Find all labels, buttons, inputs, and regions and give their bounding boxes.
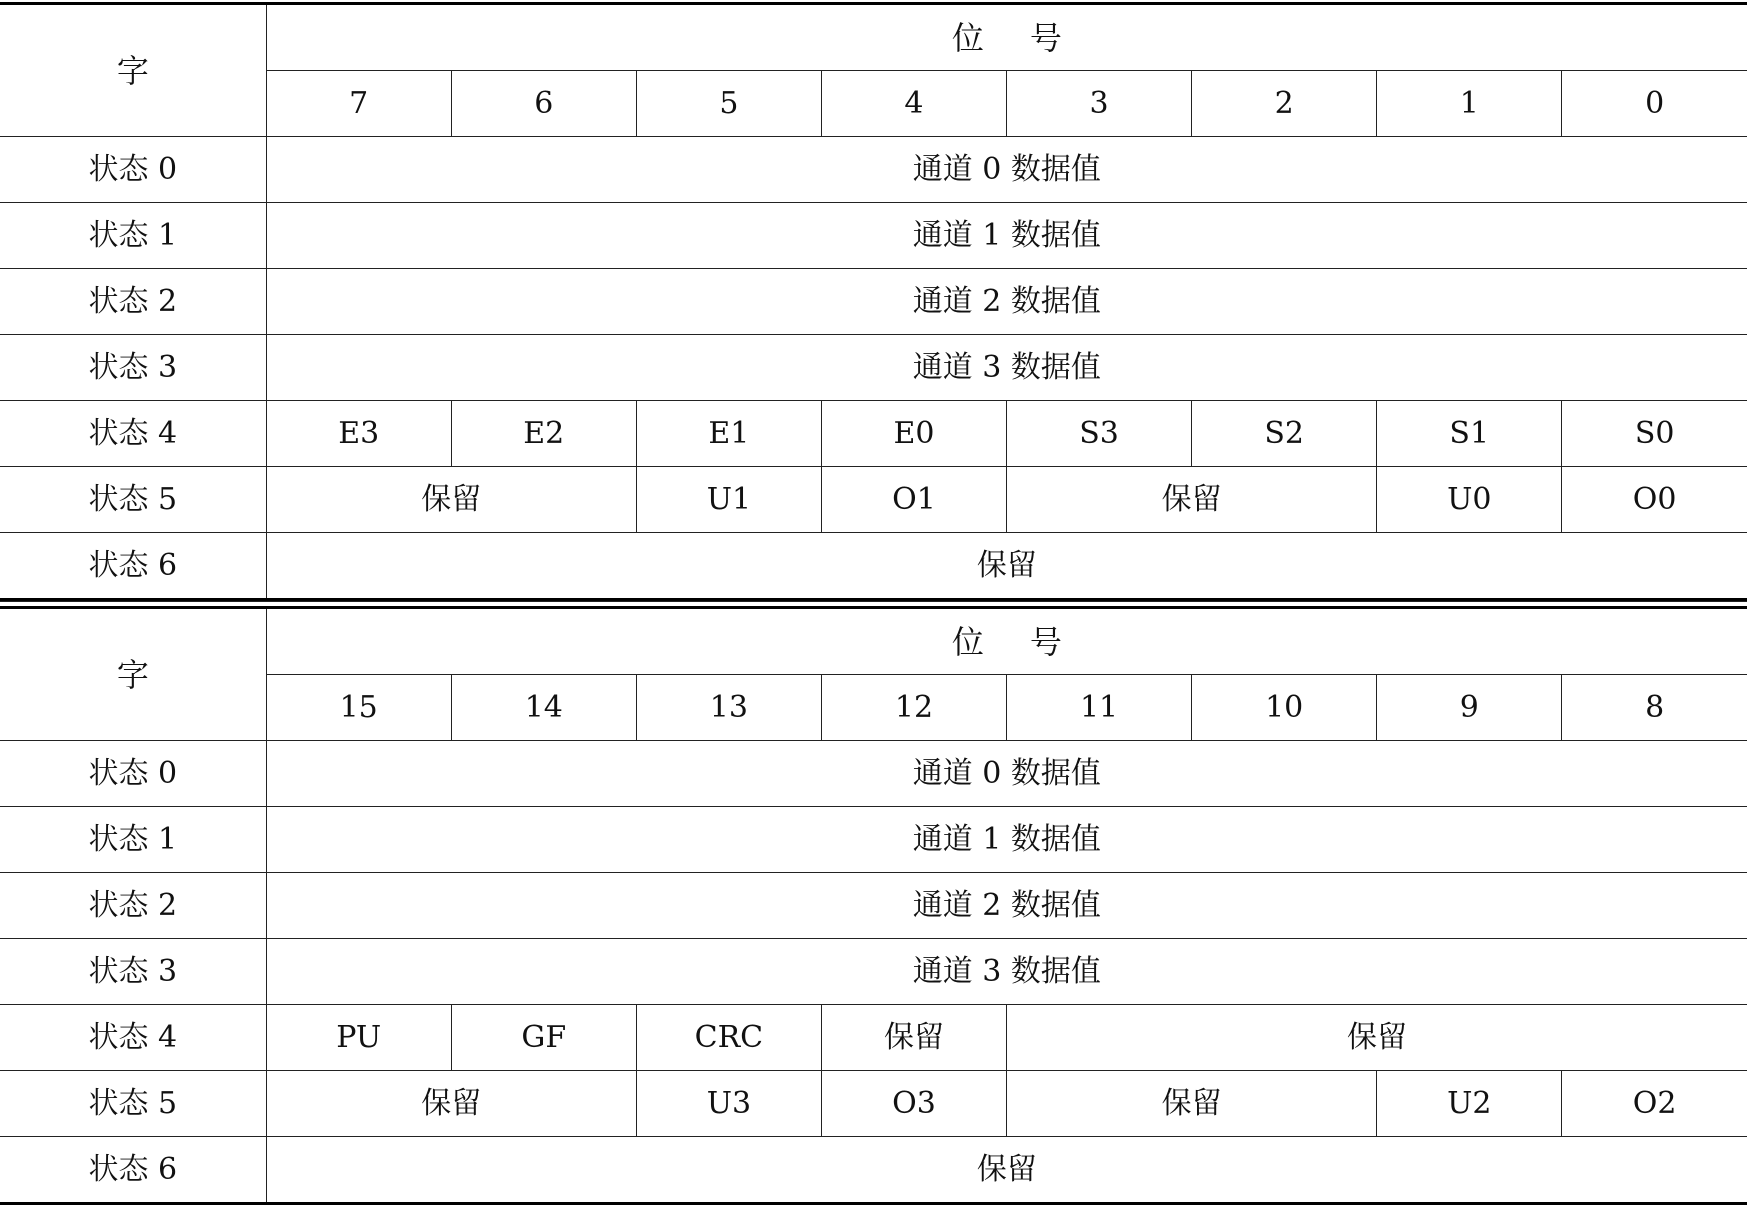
bit-field-cell: S0 bbox=[1562, 401, 1747, 467]
status-row bbox=[0, 269, 1747, 335]
bit-field-cell: E2 bbox=[451, 401, 636, 467]
bit-number-cell: 3 bbox=[1007, 71, 1192, 137]
bit-field-cell: E1 bbox=[636, 401, 821, 467]
status-label: 状态 2 bbox=[0, 269, 266, 335]
bit-field-cell: 保留 bbox=[266, 1137, 1747, 1204]
bit-field-cell: 保留 bbox=[266, 1071, 636, 1137]
bit-field-cell: PU bbox=[266, 1005, 451, 1071]
bit-field-cell: 保留 bbox=[266, 467, 636, 533]
bit-field-cell: CRC bbox=[636, 1005, 821, 1071]
bit-field-cell: 通道 2 数据值 bbox=[266, 269, 1747, 335]
bit-field-cell: 保留 bbox=[821, 1005, 1006, 1071]
status-label: 状态 4 bbox=[0, 1005, 266, 1071]
status-label: 状态 6 bbox=[0, 1137, 266, 1204]
status-row bbox=[0, 401, 1747, 467]
bit-number-cell: 5 bbox=[636, 71, 821, 137]
bit-number-cell: 0 bbox=[1562, 71, 1747, 137]
status-row bbox=[0, 1137, 1747, 1204]
status-row bbox=[0, 873, 1747, 939]
status-label: 状态 6 bbox=[0, 533, 266, 600]
bit-field-cell: 通道 0 数据值 bbox=[266, 137, 1747, 203]
status-row bbox=[0, 533, 1747, 600]
bit-field-cell: 通道 0 数据值 bbox=[266, 741, 1747, 807]
status-label: 状态 3 bbox=[0, 335, 266, 401]
position-header: 位号 bbox=[266, 4, 1747, 71]
tables-root bbox=[0, 2, 1747, 1205]
bit-number-cell: 2 bbox=[1192, 71, 1377, 137]
status-label: 状态 0 bbox=[0, 137, 266, 203]
bit-field-cell: U2 bbox=[1377, 1071, 1562, 1137]
bit-field-cell: 通道 3 数据值 bbox=[266, 939, 1747, 1005]
bit-field-cell: 通道 1 数据值 bbox=[266, 203, 1747, 269]
bit-number-cell: 7 bbox=[266, 71, 451, 137]
status-row bbox=[0, 137, 1747, 203]
status-label: 状态 5 bbox=[0, 467, 266, 533]
header-row bbox=[0, 608, 1747, 675]
bit-number-cell: 14 bbox=[451, 675, 636, 741]
bit-number-cell: 4 bbox=[821, 71, 1006, 137]
status-label: 状态 1 bbox=[0, 807, 266, 873]
status-row bbox=[0, 1005, 1747, 1071]
status-row bbox=[0, 467, 1747, 533]
status-label: 状态 5 bbox=[0, 1071, 266, 1137]
bit-number-cell: 1 bbox=[1377, 71, 1562, 137]
bit-field-cell: 通道 1 数据值 bbox=[266, 807, 1747, 873]
bit-number-cell: 9 bbox=[1377, 675, 1562, 741]
bit-field-cell: U1 bbox=[636, 467, 821, 533]
position-header: 位号 bbox=[266, 608, 1747, 675]
bit-field-cell: O3 bbox=[821, 1071, 1006, 1137]
status-row bbox=[0, 1071, 1747, 1137]
bit-number-cell: 8 bbox=[1562, 675, 1747, 741]
bit-field-cell: U0 bbox=[1377, 467, 1562, 533]
bit-field-cell: S3 bbox=[1007, 401, 1192, 467]
status-label: 状态 3 bbox=[0, 939, 266, 1005]
bit-field-cell: S2 bbox=[1192, 401, 1377, 467]
status-row bbox=[0, 741, 1747, 807]
status-row bbox=[0, 939, 1747, 1005]
bit-field-cell: S1 bbox=[1377, 401, 1562, 467]
bit-field-cell: 保留 bbox=[1007, 467, 1377, 533]
status-label: 状态 0 bbox=[0, 741, 266, 807]
bit-field-cell: 保留 bbox=[1007, 1071, 1377, 1137]
bit-field-cell: E0 bbox=[821, 401, 1006, 467]
bit-number-cell: 10 bbox=[1192, 675, 1377, 741]
header-row bbox=[0, 4, 1747, 71]
word-header: 字 bbox=[0, 4, 266, 137]
bit-table-high-byte bbox=[0, 606, 1747, 1205]
status-row bbox=[0, 807, 1747, 873]
status-label: 状态 1 bbox=[0, 203, 266, 269]
bit-field-cell: GF bbox=[451, 1005, 636, 1071]
bit-field-cell: O0 bbox=[1562, 467, 1747, 533]
bit-field-cell: 保留 bbox=[1007, 1005, 1747, 1071]
bit-number-cell: 15 bbox=[266, 675, 451, 741]
bit-field-cell: O2 bbox=[1562, 1071, 1747, 1137]
bit-number-cell: 13 bbox=[636, 675, 821, 741]
status-row bbox=[0, 335, 1747, 401]
bit-table-low-byte bbox=[0, 2, 1747, 601]
bit-field-cell: U3 bbox=[636, 1071, 821, 1137]
bit-number-cell: 6 bbox=[451, 71, 636, 137]
status-label: 状态 4 bbox=[0, 401, 266, 467]
bit-number-cell: 11 bbox=[1007, 675, 1192, 741]
status-label: 状态 2 bbox=[0, 873, 266, 939]
bit-field-cell: 保留 bbox=[266, 533, 1747, 600]
status-row bbox=[0, 203, 1747, 269]
bit-field-cell: O1 bbox=[821, 467, 1006, 533]
word-header: 字 bbox=[0, 608, 266, 741]
bit-field-cell: 通道 2 数据值 bbox=[266, 873, 1747, 939]
bit-field-cell: E3 bbox=[266, 401, 451, 467]
bit-number-cell: 12 bbox=[821, 675, 1006, 741]
bit-field-cell: 通道 3 数据值 bbox=[266, 335, 1747, 401]
